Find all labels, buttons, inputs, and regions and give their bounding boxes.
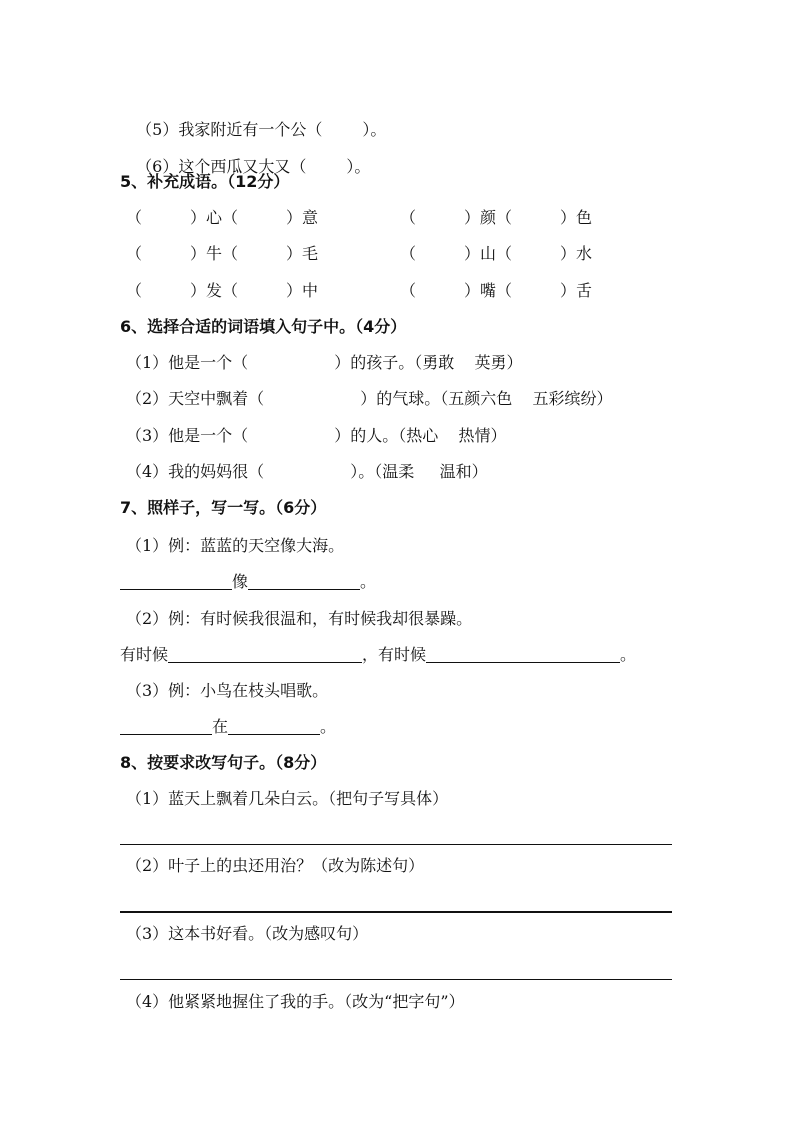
q8-item-2: （2）叶子上的虫还用治？（改为陈述句） xyxy=(126,856,425,875)
answer-blank[interactable] xyxy=(426,646,620,663)
answer-line[interactable] xyxy=(120,911,672,913)
q6-item-4: （4）我的妈妈很（ ）。（温柔 温和） xyxy=(126,462,488,481)
q8-item-1: （1）蓝天上飘着几朵白云。（把句子写具体） xyxy=(126,789,449,808)
q7-answer-2: 有时候 ，有时候 。 xyxy=(120,645,637,664)
idiom-row: （ ）发（ ）中 xyxy=(126,281,319,300)
q6-item-1: （1）他是一个（ ）的孩子。（勇敢 英勇） xyxy=(126,353,523,372)
answer-line[interactable] xyxy=(120,979,672,980)
idiom-row: （ ）颜（ ）色 xyxy=(400,208,593,227)
answer-blank[interactable] xyxy=(228,718,320,735)
q5-heading: 5、补充成语。（12分） xyxy=(120,172,290,191)
answer-blank[interactable] xyxy=(120,573,232,590)
idiom-row: （ ）心（ ）意 xyxy=(126,208,319,227)
q4-item-6: （6）这个西瓜又大又（ ）。 xyxy=(136,157,371,176)
q8-item-4: （4）他紧紧地握住了我的手。（改为“把字句”） xyxy=(126,992,465,1011)
q8-item-3: （3）这本书好看。（改为感叹句） xyxy=(126,924,369,943)
q7-heading: 7、照样子，写一写。（6分） xyxy=(120,498,327,517)
q6-item-3: （3）他是一个（ ）的人。（热心 热情） xyxy=(126,426,507,445)
answer-blank[interactable] xyxy=(248,573,360,590)
q8-heading: 8、按要求改写句子。（8分） xyxy=(120,753,327,772)
answer-blank[interactable] xyxy=(168,646,362,663)
q7-example-1: （1）例：蓝蓝的天空像大海。 xyxy=(126,536,345,555)
answer-line[interactable] xyxy=(120,844,672,845)
q7-answer-3: 在 。 xyxy=(120,716,336,738)
q7-example-3: （3）例：小鸟在枝头唱歌。 xyxy=(126,681,329,700)
answer-blank[interactable] xyxy=(120,718,212,735)
q6-heading: 6、选择合适的词语填入句子中。（4分） xyxy=(120,317,407,336)
idiom-row: （ ）牛（ ）毛 xyxy=(126,244,319,263)
q7-example-2: （2）例：有时候我很温和，有时候我却很暴躁。 xyxy=(126,609,473,628)
q4-item-5: （5）我家附近有一个公（ ）。 xyxy=(136,120,387,139)
q7-answer-1: 像 。 xyxy=(120,571,376,593)
idiom-row: （ ）山（ ）水 xyxy=(400,244,593,263)
idiom-row: （ ）嘴（ ）舌 xyxy=(400,281,593,300)
q6-item-2: （2）天空中飘着（ ）的气球。（五颜六色 五彩缤纷） xyxy=(126,389,613,408)
